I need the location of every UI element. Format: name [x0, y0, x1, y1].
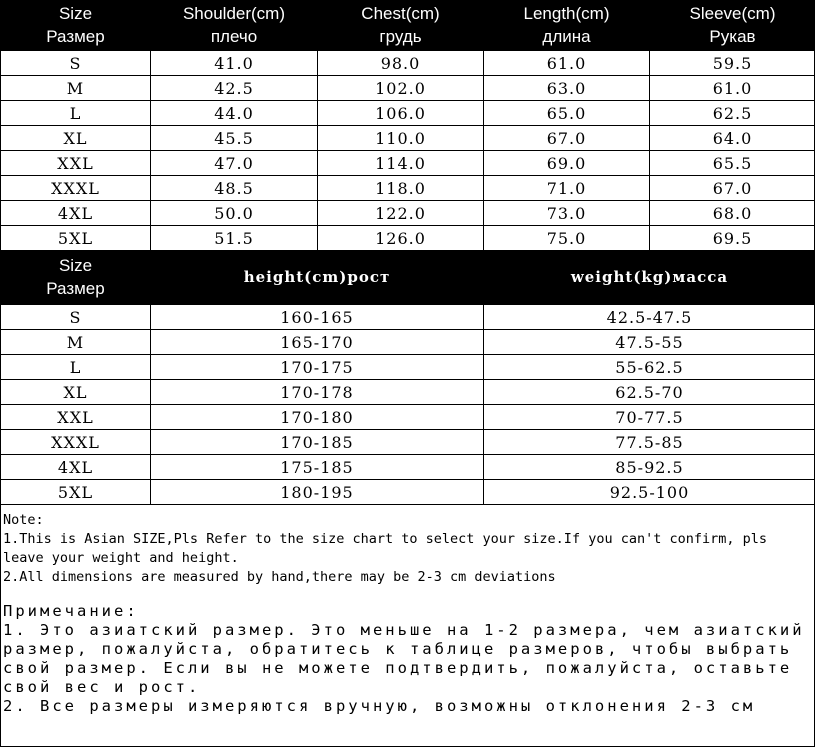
size-cell: XL [1, 380, 151, 405]
header-sleeve: Sleeve(cm) Рукав [650, 0, 815, 51]
size-cell: XXL [1, 151, 151, 176]
height-weight-table [0, 250, 815, 505]
sleeve-cell: 69.5 [650, 226, 815, 251]
shoulder-cell: 45.5 [151, 126, 318, 151]
table-row [1, 305, 815, 330]
header-length: Length(cm) длина [484, 0, 650, 51]
table-row [1, 480, 815, 505]
measurements-header-row [1, 0, 815, 51]
size-cell: S [1, 51, 151, 76]
weight-cell: 92.5-100 [484, 480, 815, 505]
sleeve-cell: 67.0 [650, 176, 815, 201]
table-row [1, 201, 815, 226]
note-line-1-ru: 1. Это азиатский размер. Это меньше на 1-2 размера, чем азиатский размер, пожалуйста, обратитесь к таблице размеров, чтобы выбрать свой размер. Если вы не можете подтвердить, пожалуйста, оставьте свой вес и рост. [3, 621, 805, 696]
chest-cell: 126.0 [318, 226, 484, 251]
sleeve-cell: 64.0 [650, 126, 815, 151]
chest-cell: 118.0 [318, 176, 484, 201]
header-size: Size Размер [1, 250, 151, 305]
size-cell: XXXL [1, 176, 151, 201]
weight-cell: 85-92.5 [484, 455, 815, 480]
sleeve-cell: 68.0 [650, 201, 815, 226]
chest-cell: 102.0 [318, 76, 484, 101]
note-line-2: 2.All dimensions are measured by hand,there may be 2-3 cm deviations [3, 569, 556, 585]
weight-cell: 62.5-70 [484, 380, 815, 405]
height-cell: 175-185 [151, 455, 484, 480]
table-row [1, 51, 815, 76]
table-row [1, 380, 815, 405]
table-row [1, 405, 815, 430]
chest-cell: 122.0 [318, 201, 484, 226]
measurements-table [0, 0, 815, 251]
header-chest: Chest(cm) грудь [318, 0, 484, 51]
size-cell: XXL [1, 405, 151, 430]
note-title: Note: [3, 512, 44, 528]
height-cell: 180-195 [151, 480, 484, 505]
size-cell: XXXL [1, 430, 151, 455]
header-size: Size Размер [1, 0, 151, 51]
length-cell: 69.0 [484, 151, 650, 176]
height-cell: 160-165 [151, 305, 484, 330]
weight-cell: 70-77.5 [484, 405, 815, 430]
notes-section [3, 511, 809, 716]
size-cell: 5XL [1, 226, 151, 251]
size-cell: L [1, 101, 151, 126]
size-cell: M [1, 330, 151, 355]
size-cell: M [1, 76, 151, 101]
table-row [1, 101, 815, 126]
length-cell: 63.0 [484, 76, 650, 101]
chest-cell: 98.0 [318, 51, 484, 76]
size-cell: 5XL [1, 480, 151, 505]
sleeve-cell: 65.5 [650, 151, 815, 176]
size-cell: 4XL [1, 201, 151, 226]
header-shoulder: Shoulder(cm) плечо [151, 0, 318, 51]
height-cell: 165-170 [151, 330, 484, 355]
chest-cell: 114.0 [318, 151, 484, 176]
shoulder-cell: 50.0 [151, 201, 318, 226]
length-cell: 71.0 [484, 176, 650, 201]
size-cell: XL [1, 126, 151, 151]
size-cell: L [1, 355, 151, 380]
sleeve-cell: 62.5 [650, 101, 815, 126]
table-row [1, 151, 815, 176]
height-weight-header-row [1, 250, 815, 305]
note-line-1: 1.This is Asian SIZE,Pls Refer to the size chart to select your size.If you can't confirm, pls leave your weight and height. [3, 531, 768, 566]
length-cell: 65.0 [484, 101, 650, 126]
header-weight: weight(kg)масса [484, 250, 815, 305]
weight-cell: 55-62.5 [484, 355, 815, 380]
note-line-2-ru: 2. Все размеры измеряются вручную, возможны отклонения 2-3 см [3, 697, 756, 715]
height-cell: 170-185 [151, 430, 484, 455]
weight-cell: 77.5-85 [484, 430, 815, 455]
header-height: height(cm)рост [151, 250, 484, 305]
note-title-ru: Примечание: [3, 602, 139, 620]
height-cell: 170-175 [151, 355, 484, 380]
table-row [1, 226, 815, 251]
weight-cell: 42.5-47.5 [484, 305, 815, 330]
table-row [1, 126, 815, 151]
sleeve-cell: 59.5 [650, 51, 815, 76]
chest-cell: 106.0 [318, 101, 484, 126]
table-row [1, 176, 815, 201]
table-row [1, 355, 815, 380]
table-row [1, 455, 815, 480]
length-cell: 67.0 [484, 126, 650, 151]
shoulder-cell: 44.0 [151, 101, 318, 126]
sleeve-cell: 61.0 [650, 76, 815, 101]
size-cell: 4XL [1, 455, 151, 480]
height-cell: 170-178 [151, 380, 484, 405]
height-cell: 170-180 [151, 405, 484, 430]
shoulder-cell: 47.0 [151, 151, 318, 176]
table-row [1, 430, 815, 455]
weight-cell: 47.5-55 [484, 330, 815, 355]
shoulder-cell: 42.5 [151, 76, 318, 101]
shoulder-cell: 51.5 [151, 226, 318, 251]
table-row [1, 330, 815, 355]
chest-cell: 110.0 [318, 126, 484, 151]
length-cell: 75.0 [484, 226, 650, 251]
size-cell: S [1, 305, 151, 330]
shoulder-cell: 48.5 [151, 176, 318, 201]
table-row [1, 76, 815, 101]
shoulder-cell: 41.0 [151, 51, 318, 76]
length-cell: 73.0 [484, 201, 650, 226]
length-cell: 61.0 [484, 51, 650, 76]
